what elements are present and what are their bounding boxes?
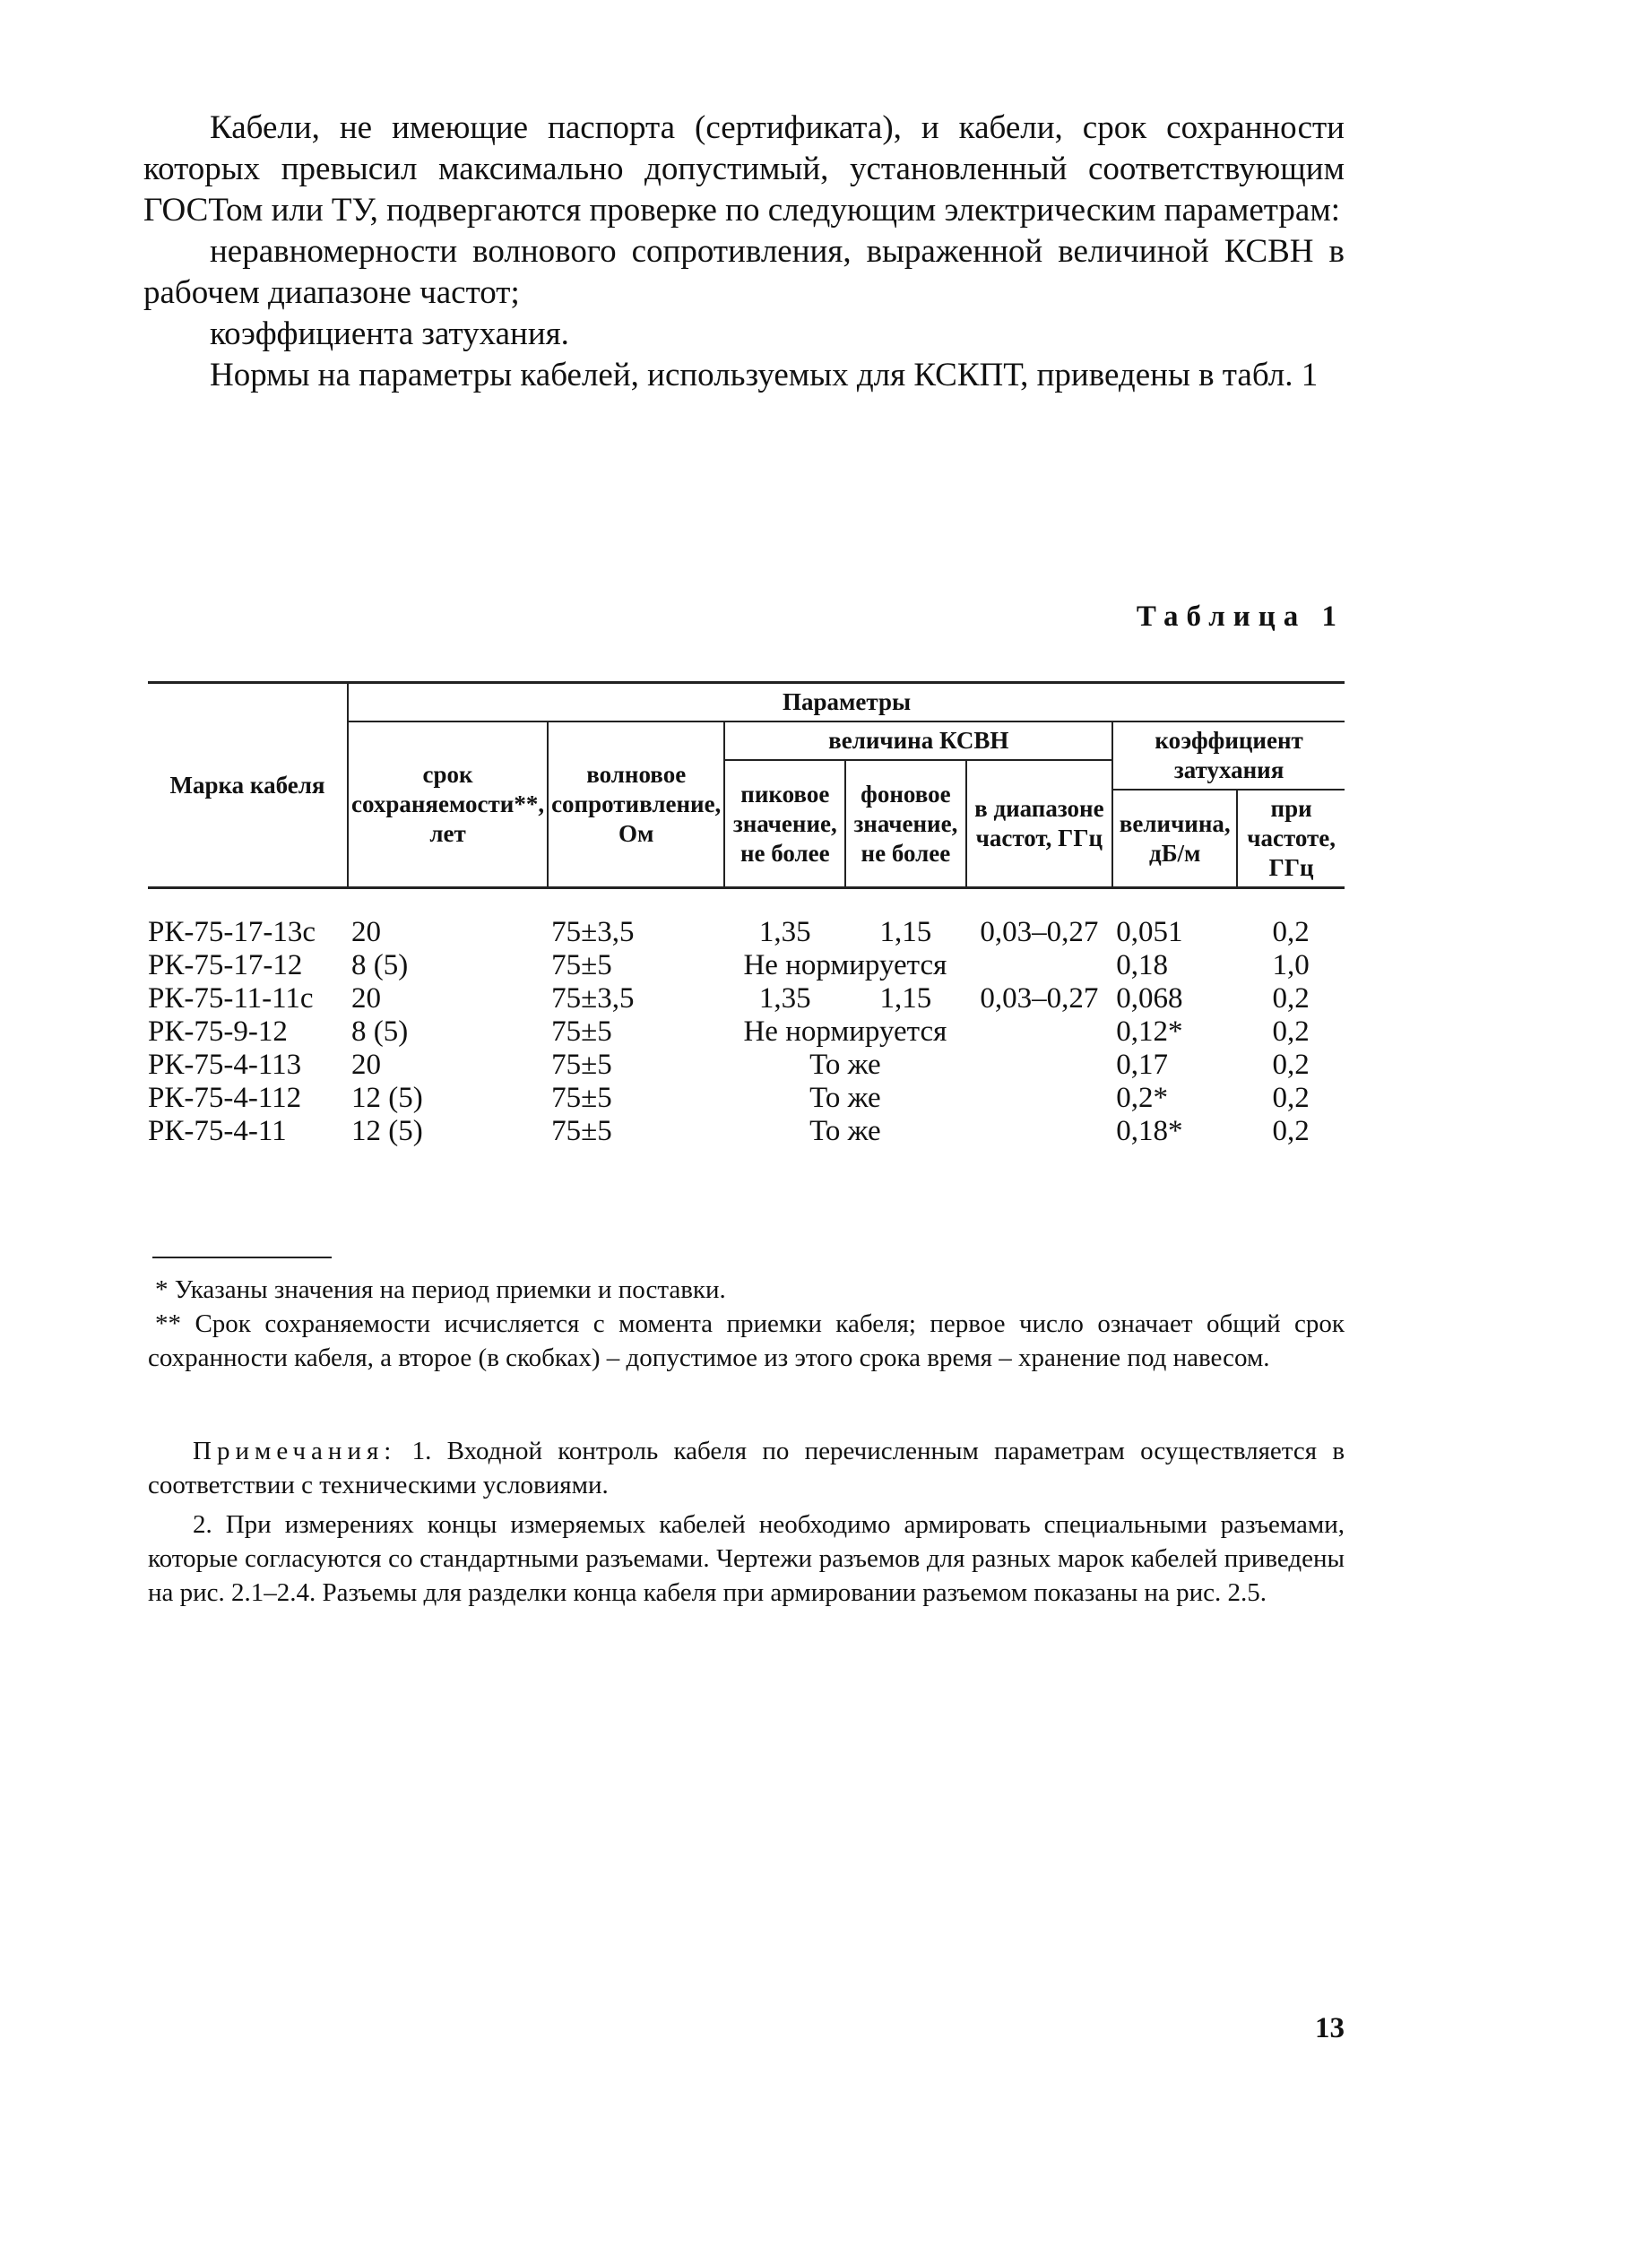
cell-term: 20: [351, 916, 382, 948]
footnote: * Указаны значения на период приемки и поставки.: [155, 1275, 726, 1304]
cell-vswr-merged: То же: [809, 1082, 881, 1114]
table-row: [148, 982, 1345, 1015]
cell-term: 20: [351, 982, 382, 1015]
cell-impedance: 75±3,5: [551, 982, 635, 1015]
cell-frequency: 0,2: [1272, 1115, 1310, 1147]
footnotes: [148, 1273, 1345, 1375]
header-vswr-background: фоновое значение, не более: [845, 760, 965, 888]
cell-vswr-range: [966, 1049, 1113, 1082]
footnote-divider: [152, 1257, 332, 1258]
header-impedance: волновое сопротивление, Ом: [548, 721, 724, 888]
cell-term: 12 (5): [351, 1115, 423, 1147]
cell-frequency: 0,2: [1272, 1049, 1310, 1081]
cell-vswr-background: 1,15: [879, 916, 932, 948]
cell-brand: РК-75-4-113: [148, 1049, 302, 1081]
cell-impedance: 75±3,5: [551, 916, 635, 948]
cell-impedance: 75±5: [551, 949, 612, 981]
cell-impedance: 75±5: [551, 1082, 612, 1114]
cell-vswr-range: 0,03–0,27: [980, 982, 1099, 1015]
cell-attenuation: 0,18: [1116, 949, 1168, 981]
cell-term: 12 (5): [351, 1082, 423, 1114]
table-row: [148, 888, 1345, 950]
cell-attenuation: 0,2*: [1116, 1082, 1168, 1114]
cell-vswr-range: [966, 1115, 1113, 1148]
cell-attenuation: 0,12*: [1116, 1015, 1183, 1048]
cell-vswr-range: [966, 1082, 1113, 1115]
cell-impedance: 75±5: [551, 1115, 612, 1147]
table-row: [148, 1115, 1345, 1148]
footnote: ** Срок сохраняемости исчисляется с момента приемки кабеля; первое число означает общий срок сохранности кабеля, а второе (в скобках) – допустимое из этого срока время – хранение под навесом.: [148, 1309, 1345, 1372]
header-vswr-range: в диапазоне частот, ГГц: [966, 760, 1113, 888]
cell-attenuation: 0,17: [1116, 1049, 1168, 1081]
cell-term: 8 (5): [351, 1015, 409, 1048]
note-text: 2. При измерениях концы измеряемых кабелей необходимо армировать специальными разъемами, которые согласуются со стандартными разъемами. Чертежи разъемов для разных марок кабелей приведены на рис. 2.1–2.4. Разъемы для разделки конца кабеля при армировании разъемом показаны на рис. 2.5.: [148, 1510, 1345, 1607]
cell-vswr-merged: То же: [809, 1049, 881, 1081]
cell-impedance: 75±5: [551, 1049, 612, 1081]
cell-frequency: 0,2: [1272, 982, 1310, 1015]
header-attenuation: коэффициент затухания: [1112, 721, 1345, 790]
cell-vswr-merged: Не нормируется: [743, 1015, 947, 1048]
table-row: [148, 1082, 1345, 1115]
cable-parameters-table: [148, 681, 1345, 1148]
header-parameters: Параметры: [348, 683, 1345, 722]
cell-impedance: 75±5: [551, 1015, 612, 1048]
cell-frequency: 0,2: [1272, 916, 1310, 948]
note-text: 1. Входной контроль кабеля по перечисленным параметрам осуществляется в соответствии с техническими условиями.: [148, 1437, 1345, 1499]
cell-vswr-peak: 1,35: [758, 982, 811, 1015]
cell-frequency: 0,2: [1272, 1082, 1310, 1114]
header-storage-term: срок сохраняемости**, лет: [348, 721, 548, 888]
cell-vswr-merged: То же: [809, 1115, 881, 1147]
cell-brand: РК-75-11-11с: [148, 982, 314, 1015]
table-caption: Таблица 1: [1136, 600, 1345, 633]
intro-paragraph: неравномерности волнового сопротивления, выраженной величиной КСВН в рабочем диапазоне частот;: [143, 233, 1345, 311]
header-attenuation-value: величина, дБ/м: [1112, 790, 1237, 888]
cell-vswr-peak: 1,35: [758, 916, 811, 948]
header-vswr: величина КСВН: [724, 721, 1112, 760]
intro-paragraph: Нормы на параметры кабелей, используемых для КСКПТ, приведены в табл. 1: [210, 357, 1319, 393]
intro-paragraph: Кабели, не имеющие паспорта (сертификата), и кабели, срок сохранности которых превысил максимально допустимый, установленный соответствующим ГОСТом или ТУ, подвергаются проверке по следующим электрическим параметрам:: [143, 109, 1345, 229]
intro-text: [143, 108, 1345, 396]
table-row: [148, 949, 1345, 982]
cell-term: 20: [351, 1049, 382, 1081]
cell-brand: РК-75-17-13с: [148, 916, 316, 948]
cell-attenuation: 0,18*: [1116, 1115, 1183, 1147]
table-row: [148, 1049, 1345, 1082]
intro-paragraph: коэффициента затухания.: [210, 315, 569, 352]
cell-brand: РК-75-4-11: [148, 1115, 287, 1147]
cell-frequency: 1,0: [1272, 949, 1310, 981]
cell-vswr-range: [966, 1015, 1113, 1049]
notes-label: Примечания:: [193, 1437, 397, 1465]
note-first: [148, 1434, 1345, 1502]
cell-vswr-range: [966, 949, 1113, 982]
cell-brand: РК-75-17-12: [148, 949, 303, 981]
header-brand: Марка кабеля: [148, 683, 348, 888]
cell-term: 8 (5): [351, 949, 409, 981]
cell-attenuation: 0,068: [1116, 982, 1183, 1015]
cell-vswr-range: 0,03–0,27: [980, 916, 1099, 948]
notes: [148, 1434, 1345, 1615]
cell-brand: РК-75-9-12: [148, 1015, 288, 1048]
cell-attenuation: 0,051: [1116, 916, 1183, 948]
cell-vswr-background: 1,15: [879, 982, 932, 1015]
cell-vswr-merged: Не нормируется: [743, 949, 947, 981]
header-attenuation-frequency: при частоте, ГГц: [1237, 790, 1345, 888]
table-row: [148, 1015, 1345, 1049]
cell-brand: РК-75-4-112: [148, 1082, 302, 1114]
header-vswr-peak: пиковое значение, не более: [724, 760, 845, 888]
cell-frequency: 0,2: [1272, 1015, 1310, 1048]
page-number: 13: [1315, 2012, 1345, 2044]
